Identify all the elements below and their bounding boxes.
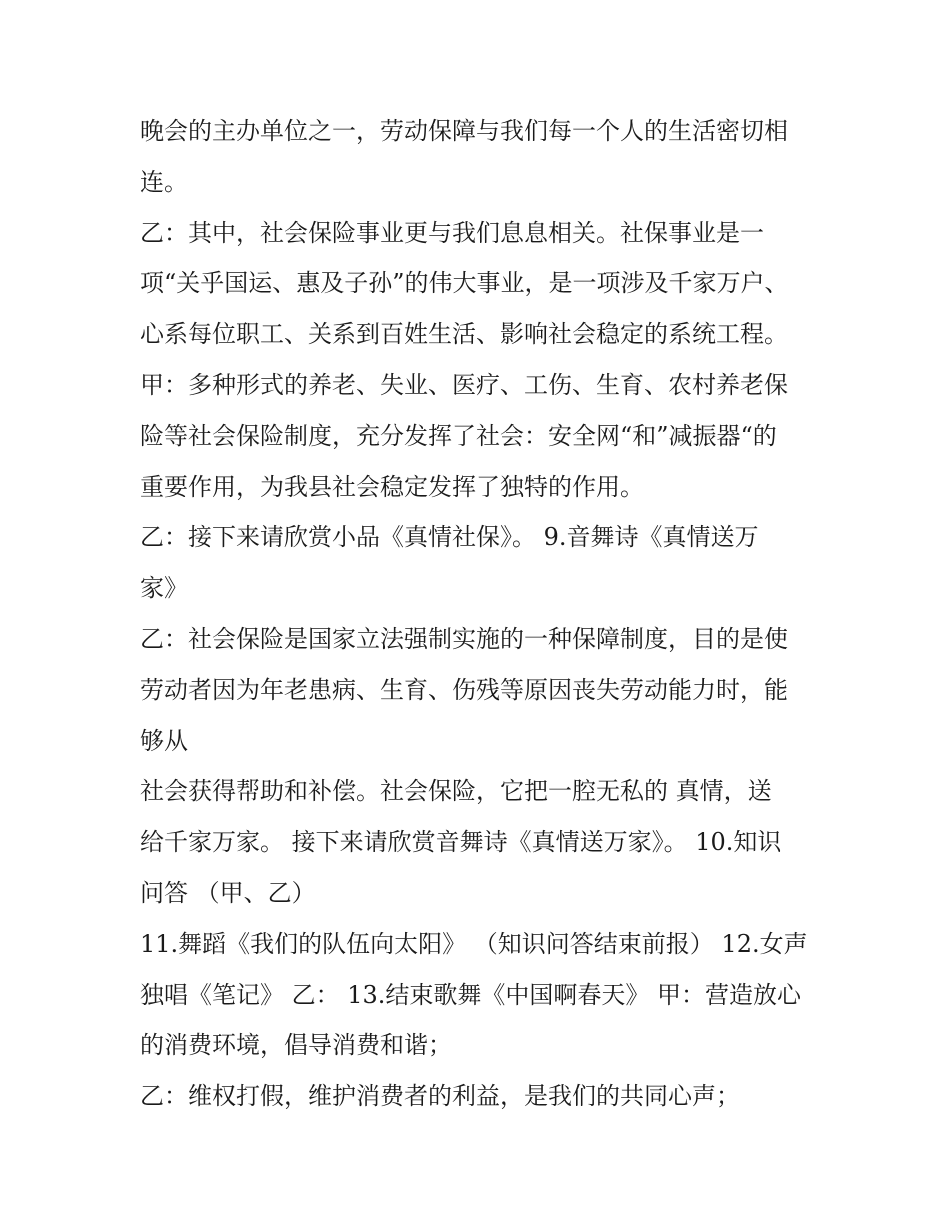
text-line: 项“关乎国运、惠及子孙”的伟大事业，是一项涉及千家万户、 xyxy=(140,269,789,298)
text-line: 劳动者因为年老患病、生育、伤残等原因丧失劳动能力时，能 xyxy=(140,675,788,704)
text-line: 家》 xyxy=(140,574,188,603)
text-line: 心系每位职工、关系到百姓生活、影响社会稳定的系统工程。 xyxy=(140,320,788,349)
text-line: 连。 xyxy=(140,167,188,196)
text-line: 社会获得帮助和补偿。社会保险，它把一腔无私的 真情，送 xyxy=(140,777,772,806)
text-line: 给千家万家。 接下来请欣赏音舞诗《真情送万家》。 10.知识 xyxy=(140,828,782,857)
text-line: 11.舞蹈《我们的队伍向太阳》 （知识问答结束前报） 12.女声 xyxy=(140,929,808,958)
text-line: 险等社会保险制度，充分发挥了社会：安全网“和”减振器“的 xyxy=(140,421,777,450)
document-body xyxy=(140,106,820,1122)
text-line: 的消费环境，倡导消费和谐； xyxy=(140,1031,452,1060)
text-line: 独唱《笔记》 乙： 13.结束歌舞《中国啊春天》 甲：营造放心 xyxy=(140,980,802,1009)
text-line: 乙：接下来请欣赏小品《真情社保》。 9.音舞诗《真情送万 xyxy=(140,523,759,552)
text-line: 甲：多种形式的养老、失业、医疗、工伤、生育、农村养老保 xyxy=(140,370,788,399)
text-line: 乙：社会保险是国家立法强制实施的一种保障制度，目的是使 xyxy=(140,624,788,653)
text-line: 乙：其中，社会保险事业更与我们息息相关。社保事业是一 xyxy=(140,218,764,247)
text-line: 晚会的主办单位之一，劳动保障与我们每一个人的生活密切相 xyxy=(140,117,788,145)
text-line: 重要作用，为我县社会稳定发挥了独特的作用。 xyxy=(140,472,644,501)
text-line: 问答 （甲、乙） xyxy=(140,878,316,907)
text-line: 乙：维权打假，维护消费者的利益，是我们的共同心声； xyxy=(140,1082,740,1111)
text-line: 够从 xyxy=(140,726,188,755)
